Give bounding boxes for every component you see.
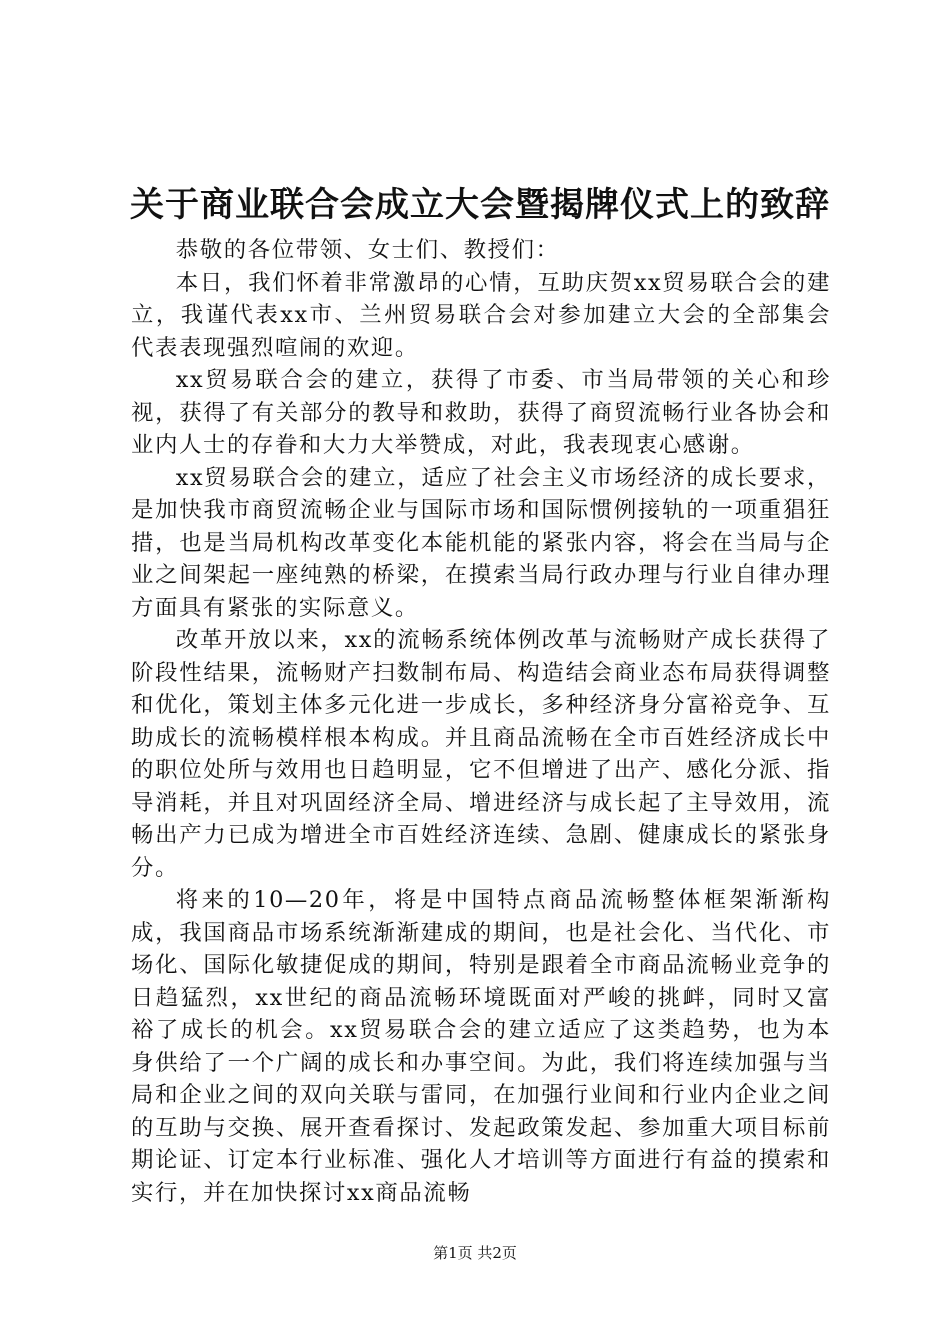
paragraph: xx贸易联合会的建立，适应了社会主义市场经济的成长要求，是加快我市商贸流畅企业与国际市场和国际惯例接轨的一项重猖狂措，也是当局机构改革变化本能机能的紧张内容，将会在当局与企业之间架起一座纯熟的桥梁，在摸索当局行政办理与行业自律办理方面具有紧张的实际意义。 — [131, 464, 831, 621]
paragraph: xx贸易联合会的建立，获得了市委、市当局带领的关心和珍视，获得了有关部分的教导和救助，获得了商贸流畅行业各协会和业内人士的存眷和大力大举赞成，对此，我表现衷心感谢。 — [131, 367, 831, 458]
paragraph: 将来的10—20年，将是中国特点商品流畅整体框架渐渐构成，我国商品市场系统渐渐建成的期间，也是社会化、当代化、市场化、国际化敏捷促成的期间，特别是跟着全市商品流畅业竞争的日趋猛烈，xx世纪的商品流畅环境既面对严峻的挑衅，同时又富裕了成长的机会。xx贸易联合会的建立适应了这类趋势，也为本身供给了一个广阔的成长和办事空间。为此，我们将连续加强与当局和企业之间的双向关联与雷同，在加强行业间和行业内企业之间的互助与交换、展开查看探讨、发起政策发起、参加重大项目标前期论证、订定本行业标准、强化人才培训等方面进行有益的摸索和实行，并在加快探讨xx商品流畅 — [131, 887, 831, 1206]
paragraph: 改革开放以来，xx的流畅系统体例改革与流畅财产成长获得了阶段性结果，流畅财产扫数制布局、构造结会商业态布局获得调整和优化，策划主体多元化进一步成长，多种经济身分富裕竞争、互助成长的流畅模样根本构成。并且商品流畅在全市百姓经济成长中的职位处所与效用也日趋明显，它不但增进了出产、感化分派、指导消耗，并且对巩固经济全局、增进经济与成长起了主导效用，流畅出产力已成为增进全市百姓经济连续、急剧、健康成长的紧张身分。 — [131, 627, 831, 881]
document-body — [131, 234, 831, 1209]
paragraph-salutation: 恭敬的各位带领、女士们、教授们： — [175, 237, 560, 263]
page-number-footer: 第1页 共2页 — [433, 1244, 517, 1262]
paragraph: 本日，我们怀着非常激昂的心情，互助庆贺xx贸易联合会的建立，我谨代表xx市、兰州贸易联合会对参加建立大会的全部集会代表表现强烈喧闹的欢迎。 — [131, 269, 831, 361]
document-title: 关于商业联合会成立大会暨揭牌仪式上的致辞 — [130, 185, 830, 225]
